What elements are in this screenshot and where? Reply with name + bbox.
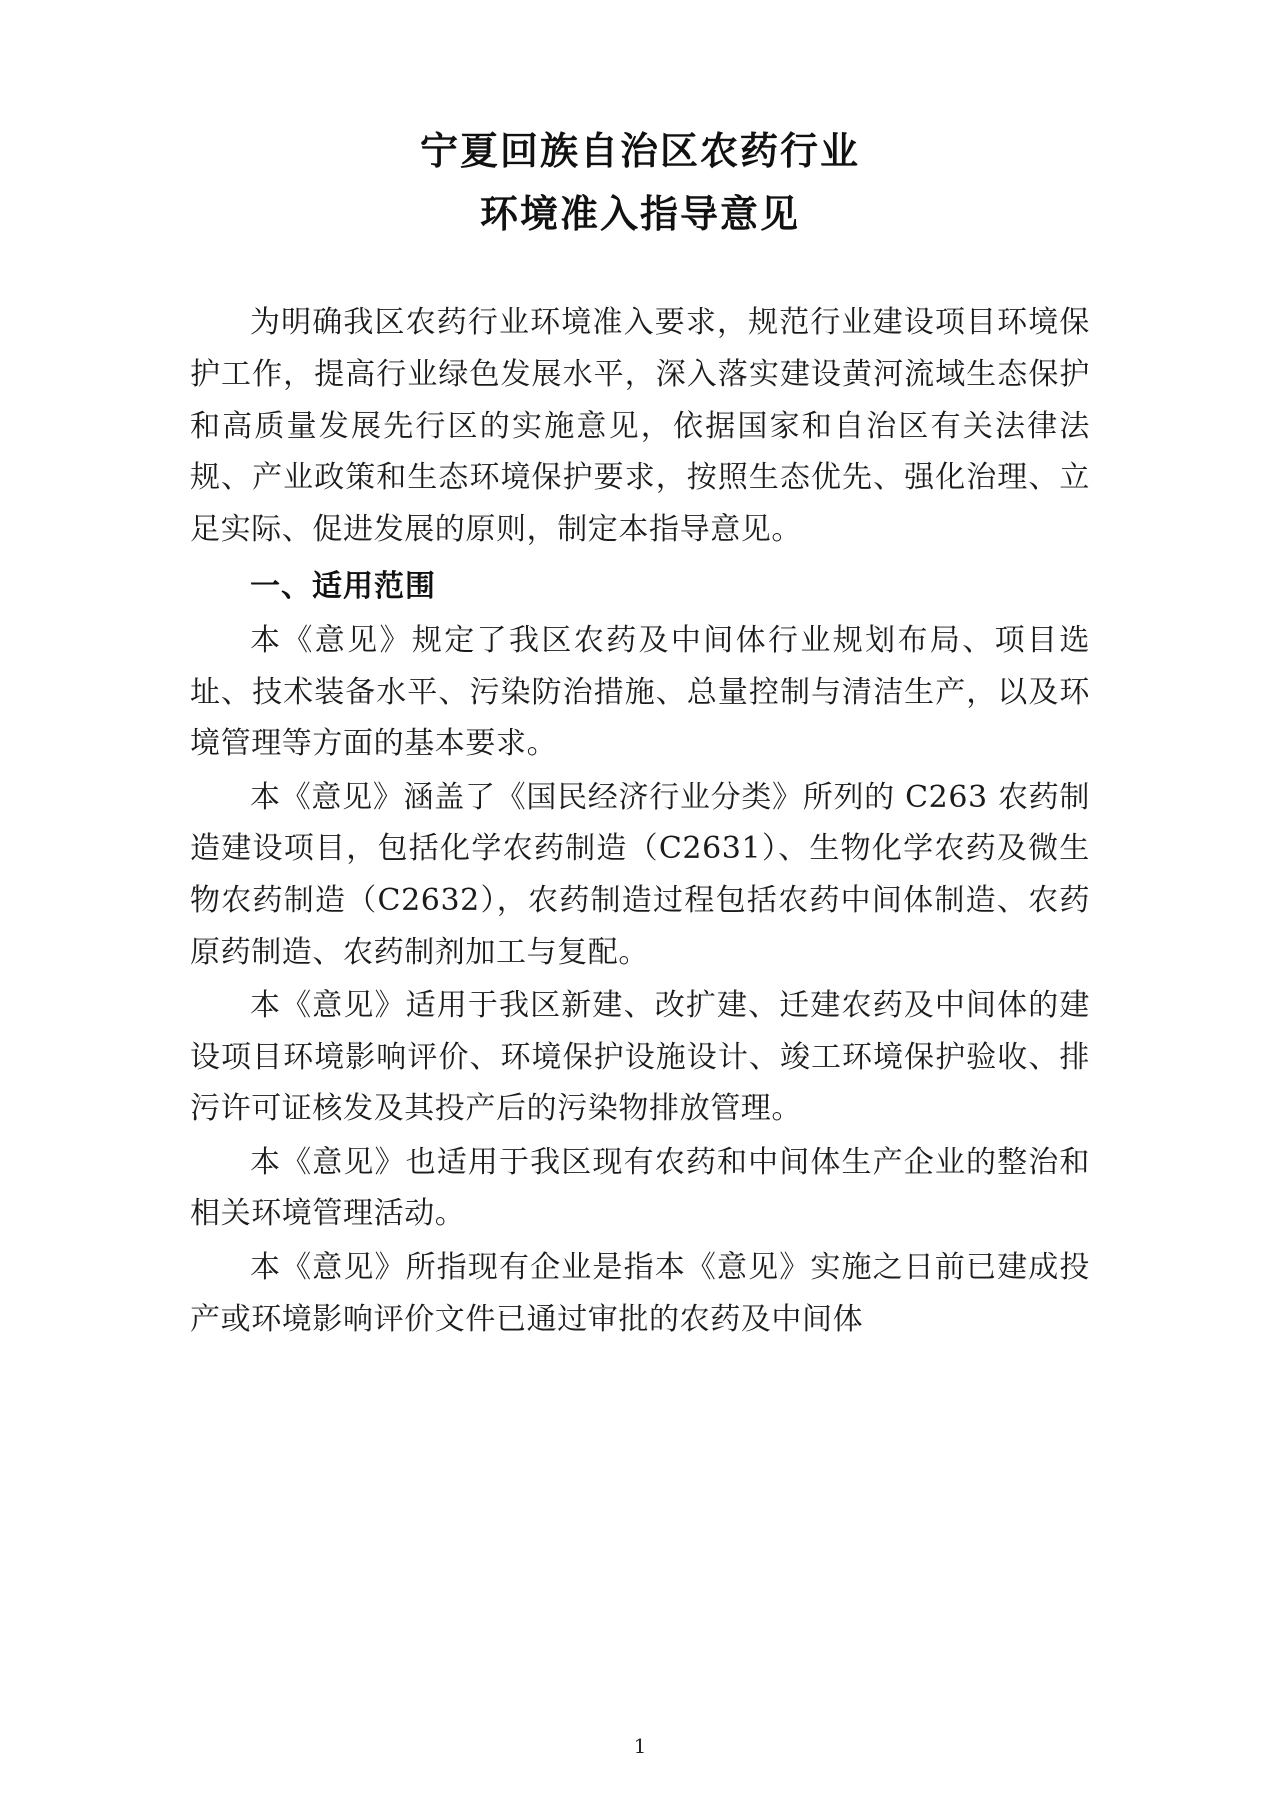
scope-paragraph-3: 本《意见》适用于我区新建、改扩建、迁建农药及中间体的建设项目环境影响评价、环境保护设施设计、竣工环境保护验收、排污许可证核发及其投产后的污染物排放管理。 xyxy=(190,988,1090,1127)
page-title-line-1: 宁夏回族自治区农药行业 xyxy=(419,129,860,173)
scope-paragraph-5: 本《意见》所指现有企业是指本《意见》实施之日前已建成投产或环境影响评价文件已通过审批的农药及中间体 xyxy=(190,1250,1090,1337)
scope-paragraph-4: 本《意见》也适用于我区现有农药和中间体生产企业的整治和相关环境管理活动。 xyxy=(190,1144,1090,1232)
scope-paragraph-1: 本《意见》规定了我区农药及中间体行业规划布局、项目选址、技术装备水平、污染防治措施、总量控制与清洁生产，以及环境管理等方面的基本要求。 xyxy=(190,622,1090,762)
section-heading-scope: 一、适用范围 xyxy=(250,569,436,605)
page-number: 1 xyxy=(633,1734,647,1758)
scope-paragraph-2: 本《意见》涵盖了《国民经济行业分类》所列的 C263 农药制造建设项目，包括化学农药制造（C2631）、生物化学农药及微生物农药制造（C2632），农药制造过程包括农药中间体制造、农药原药制造、农药制剂加工与复配。 xyxy=(190,779,1090,970)
title-spacer xyxy=(190,245,1090,297)
intro-paragraph: 为明确我区农药行业环境准入要求，规范行业建设项目环境保护工作，提高行业绿色发展水平，深入落实建设黄河流域生态保护和高质量发展先行区的实施意见，依据国家和自治区有关法律法规、产业政策和生态环境保护要求，按照生态优先、强化治理、立足实际、促进发展的原则，制定本指导意见。 xyxy=(190,305,1090,547)
page-title-line-2: 环境准入指导意见 xyxy=(479,191,800,236)
page-title xyxy=(190,120,1090,245)
